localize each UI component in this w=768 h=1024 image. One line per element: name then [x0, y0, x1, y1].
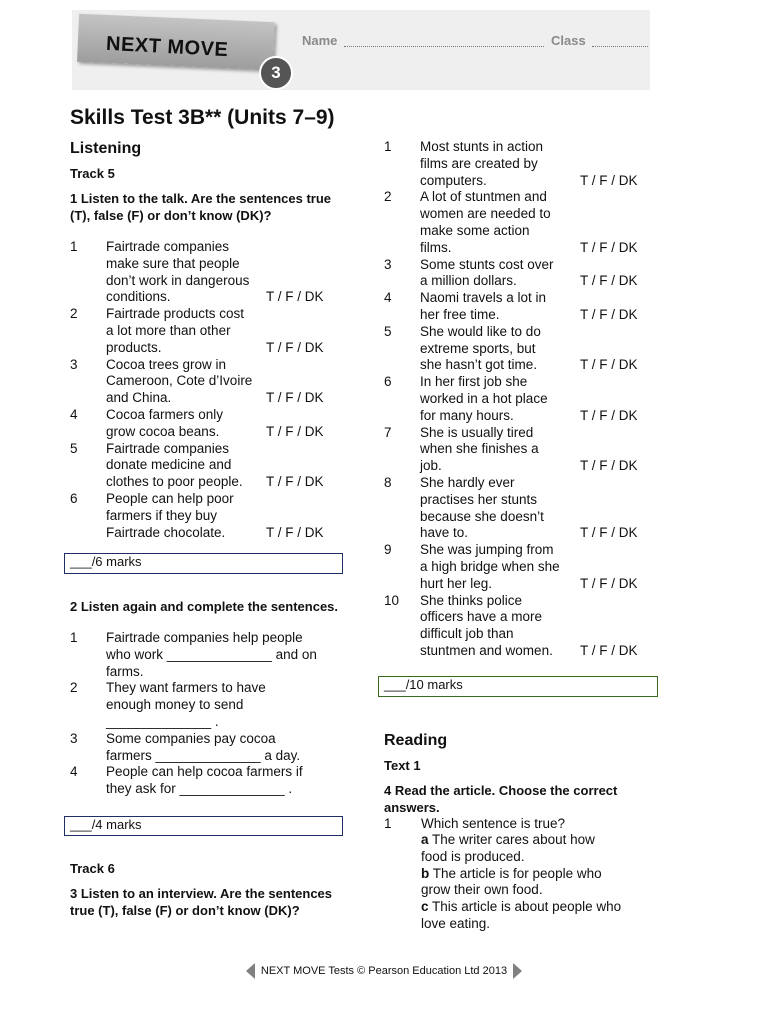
item-number: 6 [384, 374, 392, 390]
q1-marks-box[interactable]: ___/6 marks [64, 553, 343, 574]
q2-item-3 [70, 731, 345, 765]
item-text: She is usually tired when she finishes a job. [420, 424, 539, 474]
logo-text: NEXT MOVE [105, 32, 229, 62]
q2-item-2 [70, 680, 345, 730]
true-false-dk-choice[interactable]: T / F / DK [266, 289, 324, 305]
item-number: 4 [70, 407, 78, 422]
item-number: 7 [384, 424, 392, 440]
q4-instruction: 4 Read the article. Choose the correct answers. [384, 783, 618, 815]
q3-item-3 [384, 257, 654, 291]
option-text-line: grow their own food. [421, 882, 543, 898]
q1-instruction: 1 Listen to the talk. Are the sentences true (T), false (F) or don’t know (DK)? [70, 191, 332, 223]
option-letter: c [421, 899, 429, 915]
item-text: She would like to do extreme sports, but she hasn’t got time. [420, 323, 541, 373]
item-number: 2 [384, 189, 392, 205]
item-text: In her first job she worked in a hot place for many hours. [420, 374, 548, 423]
true-false-dk-choice[interactable]: T / F / DK [580, 239, 638, 255]
item-text: People can help poor farmers if they buy Fairtrade chocolate. [106, 491, 234, 540]
class-field[interactable] [592, 46, 648, 47]
item-text: Cocoa farmers only grow cocoa beans. [106, 407, 224, 439]
q3-item-4 [384, 290, 654, 324]
q3-item-5 [384, 324, 654, 374]
option-letter: b [421, 865, 430, 881]
item-number: 10 [384, 592, 400, 608]
item-number: 8 [384, 475, 392, 490]
track-6-label: Track 6 [70, 861, 115, 876]
item-text: She hardly ever practises her stunts because she doesn’t have to. [420, 475, 544, 541]
item-number: 1 [70, 630, 78, 645]
q4-question-text: Which sentence is true? [421, 816, 566, 831]
item-text: She was jumping from a high bridge when she hurt her leg. [420, 542, 560, 591]
previous-page-arrow-icon[interactable] [246, 963, 255, 979]
page-title: Skills Test 3B** (Units 7–9) [70, 106, 335, 129]
item-number: 2 [70, 306, 78, 322]
q4-option-b[interactable] [421, 866, 602, 900]
item-text: Some companies pay cocoa farmers ______________ a day. [106, 730, 301, 763]
option-text-line: The article is for people who [432, 865, 602, 881]
q3-marks-box[interactable]: ___/10 marks [378, 676, 658, 697]
q2-marks-box[interactable]: ___/4 marks [64, 816, 343, 836]
item-text: Cocoa trees grow in Cameroon, Cote d’Ivoire and China. [106, 356, 253, 406]
q2-item-4 [70, 764, 345, 798]
q4-item-number: 1 [384, 816, 392, 831]
item-number: 4 [384, 290, 392, 306]
true-false-dk-choice[interactable]: T / F / DK [580, 357, 638, 373]
reading-heading: Reading [384, 732, 448, 749]
item-text: Naomi travels a lot in her free time. [420, 290, 547, 322]
true-false-dk-choice[interactable]: T / F / DK [580, 458, 638, 474]
true-false-dk-choice[interactable]: T / F / DK [266, 390, 324, 406]
q1-item-4 [70, 407, 345, 441]
item-number: 5 [70, 440, 78, 456]
listening-heading: Listening [70, 140, 142, 157]
q3-item-1 [384, 139, 654, 189]
item-text: Fairtrade companies donate medicine and clothes to poor people. [106, 440, 243, 490]
true-false-dk-choice[interactable]: T / F / DK [266, 474, 324, 490]
item-text: She thinks police officers have a more difficult job than stuntmen and women. [420, 592, 553, 658]
item-text: Most stunts in action films are created by computers. [420, 139, 544, 188]
item-text: Fairtrade products cost a lot more than other products. [106, 306, 245, 355]
true-false-dk-choice[interactable]: T / F / DK [266, 423, 324, 439]
q1-item-3 [70, 357, 345, 407]
class-label: Class [551, 33, 586, 48]
item-number: 3 [70, 356, 78, 372]
true-false-dk-choice[interactable]: T / F / DK [580, 525, 638, 541]
footer-copyright: NEXT MOVE Tests © Pearson Education Ltd 2013 [260, 964, 508, 977]
true-false-dk-choice[interactable]: T / F / DK [580, 172, 638, 188]
item-number: 3 [70, 730, 78, 746]
q3-instruction: 3 Listen to an interview. Are the sentences true (T), false (F) or don’t know (DK)? [70, 886, 333, 918]
option-letter: a [421, 832, 429, 847]
q3-item-8 [384, 475, 654, 542]
item-text: Fairtrade companies help people who work ______________ and on farms. [106, 630, 317, 679]
q1-item-6 [70, 491, 345, 541]
q2-instruction: 2 Listen again and complete the sentences. [70, 599, 339, 614]
true-false-dk-choice[interactable]: T / F / DK [266, 339, 324, 355]
item-text: People can help cocoa farmers if they ask for ______________ . [106, 764, 303, 797]
q4-option-c[interactable] [421, 899, 621, 933]
option-text-line: food is produced. [421, 848, 525, 864]
item-number: 1 [70, 239, 78, 254]
q4-option-a[interactable] [421, 832, 595, 866]
true-false-dk-choice[interactable]: T / F / DK [266, 524, 324, 540]
logo-level-badge: 3 [259, 56, 293, 90]
q3-item-10 [384, 593, 654, 660]
item-number: 2 [70, 680, 78, 696]
true-false-dk-choice[interactable]: T / F / DK [580, 306, 638, 322]
true-false-dk-choice[interactable]: T / F / DK [580, 273, 638, 289]
item-number: 3 [384, 256, 392, 272]
q1-item-2 [70, 306, 345, 356]
item-number: 4 [70, 764, 78, 780]
q3-item-9 [384, 542, 654, 592]
item-text: Fairtrade companies make sure that people don’t work in dangerous conditions. [106, 239, 250, 305]
item-text: Some stunts cost over a million dollars. [420, 256, 554, 289]
next-page-arrow-icon[interactable] [513, 963, 522, 979]
track-5-label: Track 5 [70, 166, 115, 181]
footer [0, 963, 768, 979]
true-false-dk-choice[interactable]: T / F / DK [580, 575, 638, 591]
item-number: 9 [384, 542, 392, 558]
true-false-dk-choice[interactable]: T / F / DK [580, 407, 638, 423]
q1-item-1 [70, 239, 345, 306]
q3-item-2 [384, 189, 654, 256]
item-number: 5 [384, 323, 392, 339]
name-label: Name [302, 33, 338, 48]
item-number: 6 [70, 491, 78, 506]
item-number: 1 [384, 139, 392, 154]
item-text: They want farmers to have enough money to send ______________ . [106, 680, 266, 729]
q3-item-7 [384, 425, 654, 475]
true-false-dk-choice[interactable]: T / F / DK [580, 642, 638, 658]
q3-item-6 [384, 374, 654, 424]
option-text-line: This article is about people who [432, 899, 622, 915]
item-text: A lot of stuntmen and women are needed to make some action films. [420, 189, 551, 255]
q1-item-5 [70, 441, 345, 491]
q2-item-1 [70, 630, 345, 680]
name-field[interactable] [344, 46, 544, 47]
option-text-line: love eating. [421, 915, 491, 931]
text-1-label: Text 1 [384, 758, 421, 773]
option-text-line: The writer cares about how [432, 832, 595, 847]
